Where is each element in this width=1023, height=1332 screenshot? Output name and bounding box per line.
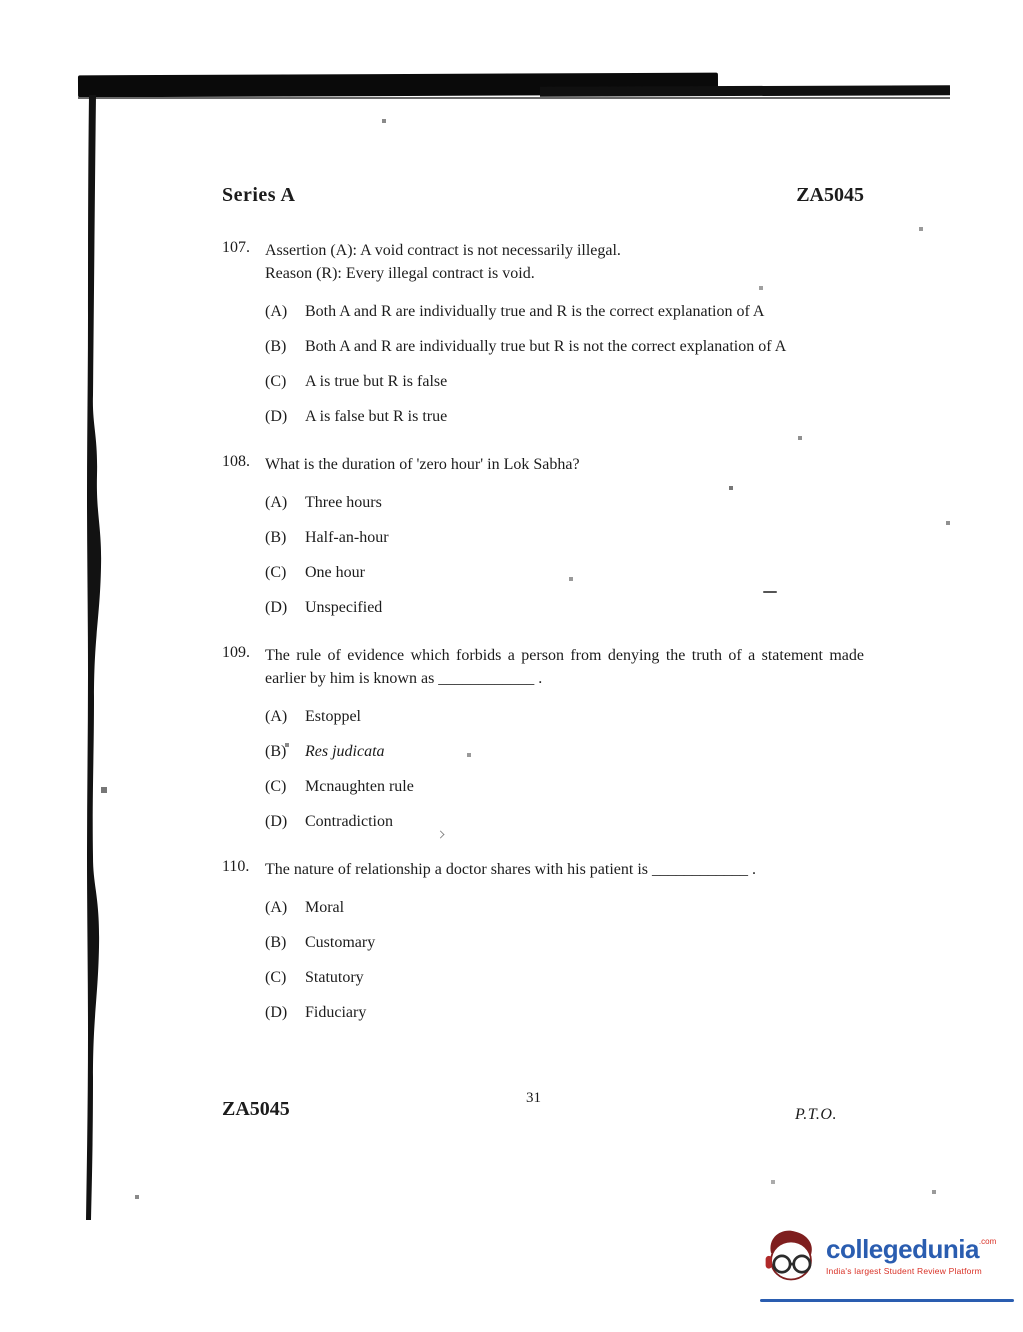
option-text: Mcnaughten rule xyxy=(305,778,414,795)
option-text: Estoppel xyxy=(305,708,361,725)
question-text: The nature of relationship a doctor shares with his patient is ____________ . xyxy=(265,861,757,878)
option-text: Three hours xyxy=(305,494,382,511)
option-text: Statutory xyxy=(305,969,364,986)
question-109 xyxy=(222,644,864,832)
option-text: Both A and R are individually true but R is not the correct explanation of A xyxy=(305,338,787,355)
paper-code: ZA5045 xyxy=(796,184,864,206)
option-text: A is true but R is false xyxy=(305,373,448,390)
option-107-d xyxy=(265,406,864,427)
option-letter: (D) xyxy=(265,408,288,425)
pto-label: P.T.O. xyxy=(795,1106,837,1123)
option-108-a xyxy=(265,492,864,513)
question-number: 107. xyxy=(222,239,250,256)
option-109-c xyxy=(265,776,864,797)
scan-top-bar-edge xyxy=(78,97,950,99)
exam-page xyxy=(222,184,864,1049)
scan-left-edge-strip xyxy=(75,95,105,1220)
scan-noise-dots xyxy=(0,0,2,2)
question-text: What is the duration of 'zero hour' in Lok Sabha? xyxy=(265,456,580,473)
collegedunia-mascot-icon xyxy=(762,1226,820,1284)
scan-top-bar-thin xyxy=(540,85,950,96)
option-text: Moral xyxy=(305,899,345,916)
option-107-b xyxy=(265,336,864,357)
option-letter: (A) xyxy=(265,708,288,725)
option-text: Customary xyxy=(305,934,376,951)
option-110-c xyxy=(265,967,864,988)
option-text: Fiduciary xyxy=(305,1004,367,1021)
option-letter: (D) xyxy=(265,1004,288,1021)
option-letter: (B) xyxy=(265,529,287,546)
option-109-d xyxy=(265,811,864,832)
option-108-c xyxy=(265,562,864,583)
question-107 xyxy=(222,239,864,427)
option-110-a xyxy=(265,897,864,918)
logo-brand-text: collegedunia xyxy=(826,1233,979,1264)
option-letter: (B) xyxy=(265,338,287,355)
option-108-b xyxy=(265,527,864,548)
option-letter: (C) xyxy=(265,778,287,795)
option-letter: (C) xyxy=(265,564,287,581)
page-header xyxy=(222,184,864,207)
question-reason: Reason (R): Every illegal contract is void. xyxy=(265,265,535,282)
option-letter: (C) xyxy=(265,969,287,986)
option-108-d xyxy=(265,597,864,618)
question-number: 108. xyxy=(222,453,250,470)
option-letter: (A) xyxy=(265,303,288,320)
option-letter: (B) xyxy=(265,743,287,760)
option-text: Half-an-hour xyxy=(305,529,389,546)
option-109-b xyxy=(265,741,864,762)
page-number: 31 xyxy=(526,1090,541,1106)
option-letter: (B) xyxy=(265,934,287,951)
option-110-d xyxy=(265,1002,864,1023)
option-107-a xyxy=(265,301,864,322)
question-108 xyxy=(222,453,864,618)
option-letter: (A) xyxy=(265,494,288,511)
option-109-a xyxy=(265,706,864,727)
option-text: Both A and R are individually true and R is the correct explanation of A xyxy=(305,303,765,320)
option-letter: (D) xyxy=(265,813,288,830)
option-text: One hour xyxy=(305,564,365,581)
question-number: 109. xyxy=(222,644,250,661)
question-110 xyxy=(222,858,864,1023)
logo-underline xyxy=(760,1299,1014,1302)
question-assertion: Assertion (A): A void contract is not necessarily illegal. xyxy=(265,242,621,259)
option-letter: (C) xyxy=(265,373,287,390)
logo-tld-text: .com xyxy=(978,1236,997,1246)
option-110-b xyxy=(265,932,864,953)
option-text: A is false but R is true xyxy=(305,408,448,425)
logo-tagline: India's largest Student Review Platform xyxy=(826,1265,982,1276)
option-107-c xyxy=(265,371,864,392)
option-text: Unspecified xyxy=(305,599,383,616)
series-label: Series A xyxy=(222,184,296,206)
option-letter: (A) xyxy=(265,899,288,916)
collegedunia-logo xyxy=(762,1226,1014,1284)
question-text: The rule of evidence which forbids a person from denying the truth of a statement made earlier by him is known as ____________ . xyxy=(265,647,864,687)
footer-paper-code: ZA5045 xyxy=(222,1098,290,1120)
question-number: 110. xyxy=(222,858,250,875)
option-letter: (D) xyxy=(265,599,288,616)
option-text: Res judicata xyxy=(305,743,385,760)
option-text: Contradiction xyxy=(305,813,393,830)
